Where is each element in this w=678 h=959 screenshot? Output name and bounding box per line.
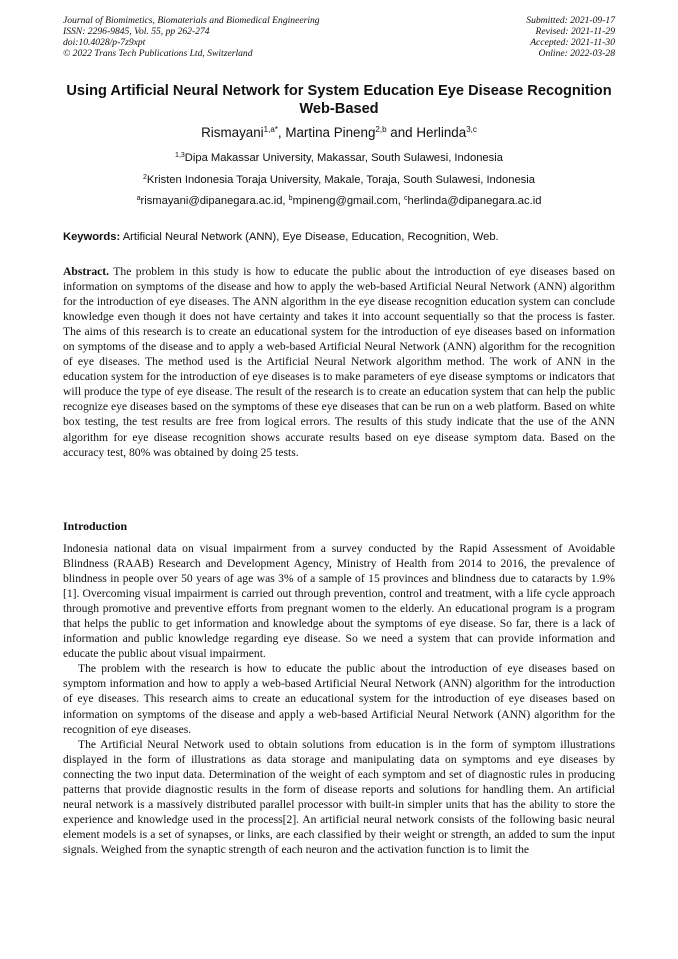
paper-title: Using Artificial Neural Network for System Education Eye Disease Recognition Web-Based xyxy=(66,83,612,117)
author-superscript: 2,b xyxy=(375,125,387,134)
journal-doi: doi:10.4028/p-7z9xpt xyxy=(63,37,146,48)
abstract xyxy=(63,264,615,460)
journal-copyright: © 2022 Trans Tech Publications Ltd, Switzerland xyxy=(63,48,253,59)
publication-dates xyxy=(415,15,615,59)
author-superscript: 1,a* xyxy=(263,125,278,134)
abstract-text: The problem in this study is how to educate the public about the introduction of eye diseases based on information on symptoms of the disease and how to apply the web-based Artificial Neural Network (ANN) algorithm for the introduction of eye diseases. The ANN algorithm in the eye disease recognition education system can conclude knowledge even though it does not have certainty and takes it into account sequentially so that the process is faster. The aims of this research is to create an educational system for the introduction of eye diseases based on information on symptoms of the disease and to apply a web-based Artificial Neural Network (ANN) algorithm for the recognition of eye diseases. The method used is the Artificial Neural Network algorithm method. The work of ANN in the education system for the introduction of eye diseases is to make parameters of eye disease symptoms or indicators that will produce the type of eye disease. The result of the research is to create an education system that can help the public recognize eye diseases based on the symptoms of these eye diseases that can be run on a web platform. Based on white box testing, the test results are free from logical errors. The results of this study indicate that the use of the ANN algorithm for eye disease recognition shows accurate results based on eye disease symptom data. Based on the accuracy test, 80% was obtained by doing 25 tests. xyxy=(63,265,615,459)
email-address: herlinda@dipanegara.ac.id xyxy=(407,195,542,207)
introduction-body xyxy=(63,541,615,857)
keywords-text: Artificial Neural Network (ANN), Eye Disease, Education, Recognition, Web. xyxy=(120,231,499,243)
affiliation-superscript: 2 xyxy=(143,174,147,181)
journal-issn: ISSN: 2296-9845, Vol. 55, pp 262-274 xyxy=(63,26,210,37)
keywords xyxy=(63,230,615,244)
email-address: rismayani@dipanegara.ac.id, xyxy=(140,195,289,207)
paragraph: The Artificial Neural Network used to obtain solutions from education is in the form of symptom illustrations displayed in the form of illustrations as data storage and manipulating data on symptoms and eye diseases by connecting the two input data. Determination of the weight of each symptom and set of diagnostic rules in producing patterns that provide diagnostic results in the form of disease reports and solutions for handling them. An artificial neural network is a massively distributed parallel processor with built-in simpler units that has the ability to store the experience and knowledge used in the process[2]. An artificial neural network consists of the following basic neural element models is a set of synapses, or links, are each classified by their weight or strength, an added to sum the input signals. Weighed from the synaptic strength of each neuron and the activation function is to limit the xyxy=(63,737,615,856)
paragraph: Indonesia national data on visual impairment from a survey conducted by the Rapid Assessment of Avoidable Blindness (RAAB) Research and Development Agency, Ministry of Health from 2014 to 2016, the prevalence of blindness in people over 50 years of age was 3% of a sample of 15 provinces and blindness due to cataracts by 1.9%[1]. Overcoming visual impairment is carried out through prevention, control and treatment, with a life cycle approach through promotive and preventive efforts from pregnant women to the elderly. An educational program is a program that helps the public to get information and knowledge about the symptoms of eye disease. So far, there is a lack of information and public knowledge regarding eye disease. So we need a system that can provide information and educate the public about visual impairment. xyxy=(63,542,615,661)
email-superscript: b xyxy=(288,195,293,202)
affiliation-superscript: 1,3 xyxy=(175,152,185,159)
date-online: Online: 2022-03-28 xyxy=(538,48,615,59)
email-superscript: c xyxy=(404,195,408,202)
author-superscript: 3,c xyxy=(466,125,477,134)
affiliation-text: Dipa Makassar University, Makassar, South Sulawesi, Indonesia xyxy=(184,152,503,164)
email-superscript: a xyxy=(136,195,141,202)
author-list xyxy=(63,125,615,141)
date-accepted: Accepted: 2021-11-30 xyxy=(530,37,615,48)
date-revised: Revised: 2021-11-29 xyxy=(535,26,615,37)
keywords-label: Keywords: xyxy=(63,231,121,243)
paragraph: The problem with the research is how to educate the public about the introduction of eye diseases based on symptom information and how to apply a web-based Artificial Neural Network (ANN) algorithm for the introduction of eye diseases. This research aims to create an educational system for the introduction of eye diseases based on information on symptoms of the disease and apply a web-based Artificial Neural Network (ANN) algorithm for the recognition of eye diseases. xyxy=(63,662,615,736)
date-submitted: Submitted: 2021-09-17 xyxy=(526,15,615,26)
section-heading-introduction: Introduction xyxy=(63,519,128,533)
author-separator: and xyxy=(386,125,417,140)
author-emails xyxy=(63,194,615,208)
author-name: Rismayani xyxy=(201,125,264,140)
journal-name: Journal of Biomimetics, Biomaterials and Biomedical Engineering xyxy=(63,15,320,26)
abstract-label: Abstract. xyxy=(63,265,110,278)
affiliation-text: Kristen Indonesia Toraja University, Makale, Toraja, South Sulawesi, Indonesia xyxy=(146,174,535,186)
journal-info xyxy=(63,15,423,59)
email-address: mpineng@gmail.com, xyxy=(292,195,405,207)
author-separator: , xyxy=(277,125,286,140)
author-name: Herlinda xyxy=(416,125,467,140)
affiliation-1 xyxy=(63,151,615,165)
affiliation-2 xyxy=(63,173,615,187)
author-name: Martina Pineng xyxy=(285,125,376,140)
